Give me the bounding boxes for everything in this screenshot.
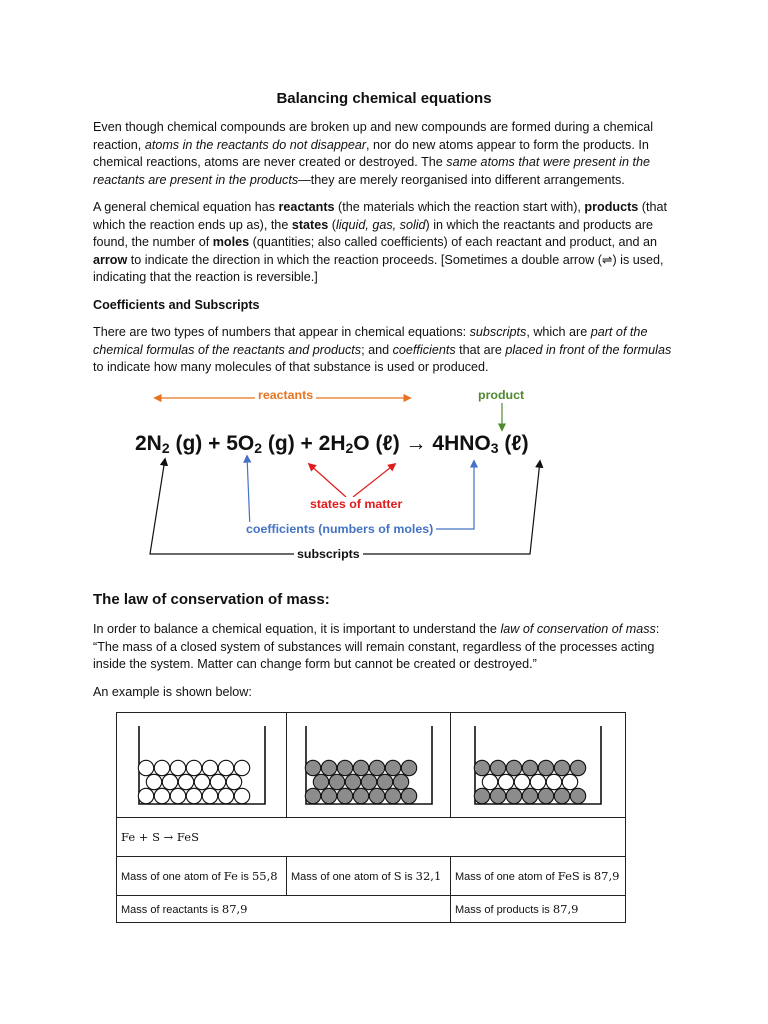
atom-circle (506, 788, 521, 803)
italic-run: placed in front of the formulas (505, 342, 672, 357)
atom-circle (345, 774, 360, 789)
coefficients-arrow-right (432, 461, 474, 529)
atom-circle (154, 788, 169, 803)
atom-circle (202, 788, 217, 803)
atom-circle (385, 760, 400, 775)
atom-circle (337, 788, 352, 803)
atom-circle (554, 788, 569, 803)
atom-circle (162, 774, 177, 789)
italic-run: atoms in the reactants do not disappear (144, 137, 367, 152)
atom-circle (234, 788, 249, 803)
conservation-paragraph (93, 621, 683, 674)
italic-run: coefficients (392, 342, 456, 357)
fes-atoms-cell (451, 713, 626, 818)
atom-circle (321, 788, 336, 803)
atom-circle (186, 788, 201, 803)
mass-example-table (116, 712, 626, 923)
atom-circle (570, 788, 585, 803)
eq-subscript: 3 (490, 440, 499, 456)
atom-circle (369, 760, 384, 775)
atom-circle (490, 760, 505, 775)
atom-circle (377, 774, 392, 789)
atom-circle (305, 760, 320, 775)
text-run: to indicate the direction in which the reaction proceeds. [Sometimes a double arrow (⇌) is used, indicating that the reaction is reversible.] (93, 252, 664, 285)
eq-subscript: 2 (254, 440, 263, 456)
bold-reactants: reactants (278, 200, 335, 214)
cell-text: Mass of products is (455, 904, 553, 916)
cell-symbol: Fe (223, 869, 238, 883)
text-run: There are two types of numbers that appear in chemical equations: (93, 325, 470, 339)
atom-circle (530, 774, 545, 789)
cell-text: Mass of one atom of (455, 871, 558, 883)
text-run: ; and (361, 342, 393, 357)
text-run: (the materials which the reaction start with), (334, 200, 585, 214)
subscripts-label: subscripts (294, 547, 363, 561)
text-run: A general chemical equation has (93, 200, 279, 214)
atom-circle (170, 788, 185, 803)
mass-fes-cell (451, 857, 626, 896)
cell-value: 87,9 (593, 869, 620, 883)
atom-circle (538, 760, 553, 775)
atom-circle (361, 774, 376, 789)
atom-circle (321, 760, 336, 775)
states-arrow-2 (353, 464, 395, 497)
eq-subscript: 2 (345, 440, 354, 456)
cell-symbol: S (393, 869, 402, 883)
atom-circle (401, 760, 416, 775)
product-label: product (475, 388, 527, 402)
cell-text: is (579, 871, 594, 883)
cell-text: is (237, 871, 252, 883)
atom-circle (337, 760, 352, 775)
coefficients-subheading: Coefficients and Subscripts (93, 298, 260, 312)
italic-run: same atoms that were present in the reactants are present in the products (93, 155, 650, 187)
states-arrow-1 (309, 464, 346, 497)
cell-value: 55,8 (251, 869, 278, 883)
fe-atoms-cell (117, 713, 287, 818)
text-run: In order to balance a chemical equation, it is important to understand the (93, 622, 501, 636)
atom-circle (474, 788, 489, 803)
atom-circle (474, 760, 489, 775)
bold-products: products (584, 200, 639, 214)
atom-circle (178, 774, 193, 789)
atom-circle (218, 788, 233, 803)
cell-text: Mass of reactants is (121, 904, 222, 916)
atom-circle (353, 788, 368, 803)
cell-text: Mass of one atom of (291, 871, 394, 883)
atom-circle (522, 788, 537, 803)
mass-reactants-cell (117, 896, 451, 923)
atom-circle (401, 788, 416, 803)
mass-products-cell (451, 896, 626, 923)
reaction-cell (117, 818, 626, 857)
chemical-equation (135, 432, 529, 456)
atom-circle (313, 774, 328, 789)
eq-subscript: 2 (161, 440, 170, 456)
eq-part: O (ℓ) → 4HNO (353, 432, 491, 455)
atom-circle (514, 774, 529, 789)
cell-value: 32,1 (415, 869, 442, 883)
text-run: (that which the reaction ends up as), the (93, 200, 667, 232)
atom-circle (554, 760, 569, 775)
table-row (117, 896, 626, 923)
equation-parts-paragraph (93, 199, 683, 287)
atom-circle (210, 774, 225, 789)
reaction-equation: Fe + S → FeS (121, 830, 199, 844)
fes-atoms-box (473, 724, 603, 806)
cell-text: Mass of one atom of (121, 871, 224, 883)
equation-diagram (0, 380, 768, 570)
text-run: ) in which the reactants and products are found, the number of (93, 217, 654, 250)
text-run: that are (455, 342, 506, 357)
bold-states: states (291, 217, 329, 232)
fe-atoms-box (137, 724, 267, 806)
coefficients-paragraph (93, 324, 683, 377)
bold-moles: moles (212, 235, 250, 250)
cell-value: 87,9 (552, 902, 579, 916)
text-run: (quantities; also called coefficients) of each reactant and product, and an (249, 235, 658, 250)
text-run: —they are merely reorganised into different arrangements. (298, 172, 625, 187)
mass-fe-cell (117, 857, 287, 896)
text-run: to indicate how many molecules of that substance is used or produced. (93, 360, 489, 375)
italic-states-list: liquid, gas, solid (335, 217, 426, 232)
atom-circle (546, 774, 561, 789)
atom-circle (506, 760, 521, 775)
atom-circle (393, 774, 408, 789)
table-row (117, 857, 626, 896)
atom-circle (353, 760, 368, 775)
table-row (117, 713, 626, 818)
text-run: , nor do new atoms appear to form the products. In chemical reactions, atoms are never created or destroyed. The (93, 137, 649, 170)
coefficients-arrow-left (247, 456, 266, 529)
atom-circle (522, 760, 537, 775)
atom-circle (562, 774, 577, 789)
reactants-label: reactants (255, 388, 316, 402)
s-atoms-box (304, 724, 434, 806)
conservation-heading: The law of conservation of mass: (93, 591, 330, 608)
atom-circle (498, 774, 513, 789)
atom-circle (538, 788, 553, 803)
cell-text: is (401, 871, 416, 883)
atom-circle (138, 760, 153, 775)
atom-circle (146, 774, 161, 789)
atom-circle (369, 788, 384, 803)
text-run: , which are (526, 325, 591, 339)
bold-arrow: arrow (93, 252, 128, 267)
coefficients-label: coefficients (numbers of moles) (243, 522, 436, 536)
text-run: : “The mass of a closed system of substances will remain constant, regardless of the processes acting inside the system. Matter can change form but cannot be created or destroyed.” (93, 622, 660, 672)
italic-run: part of the chemical formulas of the reactants and products (93, 325, 648, 357)
table-row (117, 818, 626, 857)
text-run: Even though chemical compounds are broken up and new compounds are formed during a chemical reaction, (93, 120, 654, 152)
atom-circle (490, 788, 505, 803)
example-intro: An example is shown below: (93, 685, 252, 699)
page-title: Balancing chemical equations (276, 90, 492, 107)
atom-circle (482, 774, 497, 789)
mass-s-cell (287, 857, 451, 896)
atom-circle (218, 760, 233, 775)
atom-circle (385, 788, 400, 803)
atom-circle (170, 760, 185, 775)
atom-circle (329, 774, 344, 789)
atom-circle (154, 760, 169, 775)
cell-value: 87,9 (221, 902, 248, 916)
atom-circle (202, 760, 217, 775)
atom-circle (226, 774, 241, 789)
subscripts-arrow-left (150, 459, 295, 554)
eq-part: 2N (135, 432, 162, 455)
atom-circle (186, 760, 201, 775)
states-of-matter-label: states of matter (307, 497, 405, 511)
atom-circle (234, 760, 249, 775)
eq-part: (ℓ) (498, 432, 529, 455)
atom-circle (138, 788, 153, 803)
eq-part: (g) + 2H (262, 432, 346, 455)
intro-paragraph (93, 119, 683, 189)
cell-symbol: FeS (557, 869, 580, 883)
italic-run: law of conservation of mass (500, 622, 656, 636)
italic-run: subscripts (469, 325, 527, 339)
atom-circle (305, 788, 320, 803)
atom-circle (194, 774, 209, 789)
eq-part: (g) + 5O (169, 432, 255, 455)
atom-circle (570, 760, 585, 775)
s-atoms-cell (287, 713, 451, 818)
text-run: ( (328, 217, 336, 232)
